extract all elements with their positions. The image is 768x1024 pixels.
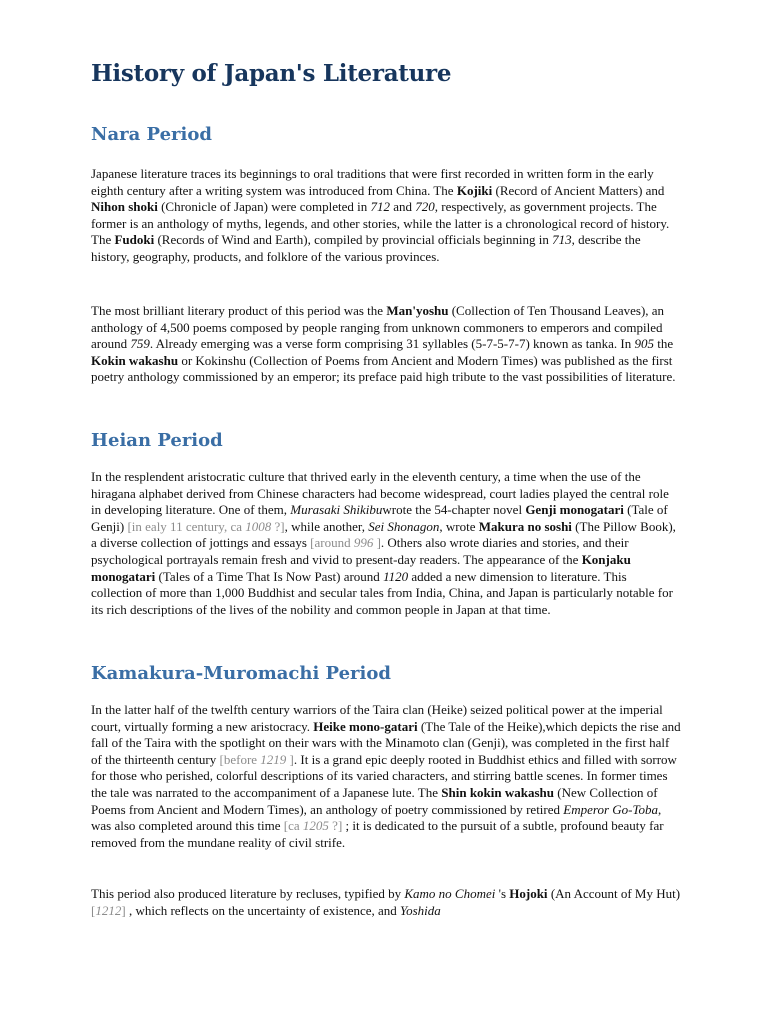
- emphasis-italic: Kamo no Chomei: [404, 886, 496, 901]
- emphasis-italic: 905: [634, 336, 654, 352]
- paragraph: [91, 886, 681, 919]
- bracket-note: 1205: [302, 818, 329, 834]
- text-run: (The Pillow Book), a diverse collection of jottings and essays: [91, 518, 676, 551]
- paragraph: [91, 166, 681, 266]
- emphasis-italic: 713: [552, 232, 572, 248]
- emphasis-title: Konjaku monogatari: [91, 551, 631, 584]
- text-run: 's: [495, 886, 510, 901]
- emphasis-title: Heike mono-gatari: [313, 718, 418, 734]
- text-run: , was also completed around this time: [91, 801, 662, 834]
- text-run: (Collection of Ten Thousand Leaves), an anthology of 4,500 poems composed by people ranging from unknown commoners to emperors and compiled around: [91, 303, 665, 352]
- emphasis-italic: 720: [415, 199, 435, 215]
- text-run: (An Account of My Hut): [547, 886, 681, 901]
- paragraph: [91, 469, 681, 618]
- text-run: added a new dimension to literature. This collection of more than 1,000 Buddhist and secular tales from India, China, and Japan is particularly notable for its rich descriptions of the lives of the nobility and common people in Japan at that time.: [91, 568, 673, 617]
- emphasis-italic: 759: [130, 336, 150, 352]
- bracket-note: ]: [286, 751, 294, 767]
- bracket-note: ?]: [271, 518, 285, 534]
- text-run: or Kokinshu (Collection of Poems from Ancient and Modern Times) was published as the first poetry anthology commissioned by an emperor; its preface paid high tribute to the vast possibilities of literature.: [91, 352, 676, 385]
- text-run: In the resplendent aristocratic culture that thrived early in the eleventh century, a time when the use of the hiragana alphabet derived from Chinese characters had become widespread, court ladies played the central role in developing literature. One of them,: [91, 469, 669, 518]
- emphasis-italic: 1120: [383, 568, 409, 584]
- text-run: wrote the 54-chapter novel: [382, 502, 526, 518]
- text-run: (Tales of a Time That Is Now Past) around: [155, 568, 384, 584]
- emphasis-title: Kokin wakashu: [91, 352, 179, 368]
- bracket-note: [ca: [283, 818, 303, 834]
- text-run: This period also produced literature by recluses, typified by: [91, 886, 405, 901]
- bracket-note: [around: [310, 535, 354, 551]
- emphasis-italic: Emperor Go-Toba: [563, 801, 659, 817]
- text-run: the: [653, 336, 674, 352]
- text-run: , respectively, as government projects. The former is an anthology of myths, legends, and other stories, while the latter is a chronological record of history. The: [91, 199, 670, 248]
- bracket-note: [in ealy 11 century, ca: [127, 518, 246, 534]
- text-run: . Already emerging was a verse form comprising 31 syllables (5-7-5-7-7) known as tanka. In: [149, 336, 635, 352]
- emphasis-italic: Yoshida: [400, 902, 441, 918]
- emphasis-title: Makura no soshi: [478, 518, 572, 534]
- emphasis-italic: Sei Shonagon: [368, 518, 440, 534]
- bracket-note: 996: [353, 535, 374, 551]
- bracket-note: 1008: [245, 518, 272, 534]
- bracket-note: ]: [373, 535, 381, 551]
- emphasis-title: Man'yoshu: [386, 303, 449, 318]
- emphasis-title: Kojiki: [456, 182, 493, 198]
- text-run: In the latter half of the twelfth century warriors of the Taira clan (Heike) seized political power at the imperial court, virtually forming a new aristocracy.: [91, 702, 663, 734]
- emphasis-title: Fudoki: [114, 232, 155, 248]
- paragraph: [91, 702, 681, 851]
- emphasis-title: Hojoki: [509, 886, 548, 901]
- text-run: . Others also wrote diaries and stories, and their psychological portrayals remain fresh and vivid to present-day readers. The appearance of the: [91, 535, 629, 567]
- section-heading-kamakura-muromachi: Kamakura-Muromachi Period: [91, 663, 391, 684]
- text-run: , describe the history, geography, products, and folklore of the various provinces.: [91, 232, 641, 264]
- text-run: (The Tale of the Heike),which depicts the rise and fall of the Taira with the spotlight on their wars with the Minamoto clan (Genji), was completed in the first half of the thirteenth century: [91, 718, 681, 767]
- text-run: (New Collection of Poems from Ancient and Modern Times), an anthology of poetry commissioned by retired: [91, 784, 658, 817]
- text-run: Japanese literature traces its beginnings to oral traditions that were first recorded in written form in the early eighth century after a writing system was introduced from China. The: [91, 166, 654, 198]
- emphasis-title: Shin kokin wakashu: [441, 784, 555, 800]
- page-title: History of Japan's Literature: [91, 60, 452, 87]
- text-run: (Records of Wind and Earth), compiled by provincial officials beginning in: [154, 232, 553, 248]
- emphasis-italic: Murasaki Shikibu: [290, 502, 383, 518]
- text-run: , which reflects on the uncertainty of existence, and: [125, 902, 401, 918]
- bracket-note: 1212: [95, 902, 122, 918]
- emphasis-title: Nihon shoki: [91, 199, 158, 215]
- text-run: (Chronicle of Japan) were completed in: [157, 199, 371, 215]
- text-run: (Tale of Genji): [91, 502, 668, 534]
- section-heading-nara: Nara Period: [91, 124, 212, 145]
- bracket-note: [: [91, 902, 96, 918]
- bracket-note: 1219: [260, 751, 287, 767]
- section-heading-heian: Heian Period: [91, 430, 223, 451]
- text-run: ; it is dedicated to the pursuit of a subtle, profound beauty far removed from the mundane reality of civil strife.: [91, 818, 664, 850]
- paragraph: [91, 303, 681, 386]
- emphasis-title: Genji monogatari: [525, 502, 624, 518]
- bracket-note: ?]: [328, 818, 343, 834]
- bracket-note: ]: [121, 902, 126, 918]
- emphasis-italic: 712: [370, 199, 390, 215]
- text-run: (Record of Ancient Matters) and: [492, 182, 665, 198]
- text-run: The most brilliant literary product of this period was the: [91, 303, 387, 318]
- text-run: . It is a grand epic deeply rooted in Buddhist ethics and filled with sorrow for those who perished, colorful descriptions of its varied characters, and stirring battle scenes. In former times the tale was narrated to the accompaniment of a Japanese lute. The: [91, 751, 677, 800]
- text-run: , wrote: [439, 518, 479, 534]
- bracket-note: [before: [219, 751, 261, 767]
- text-run: and: [389, 199, 416, 215]
- text-run: , while another,: [284, 518, 369, 534]
